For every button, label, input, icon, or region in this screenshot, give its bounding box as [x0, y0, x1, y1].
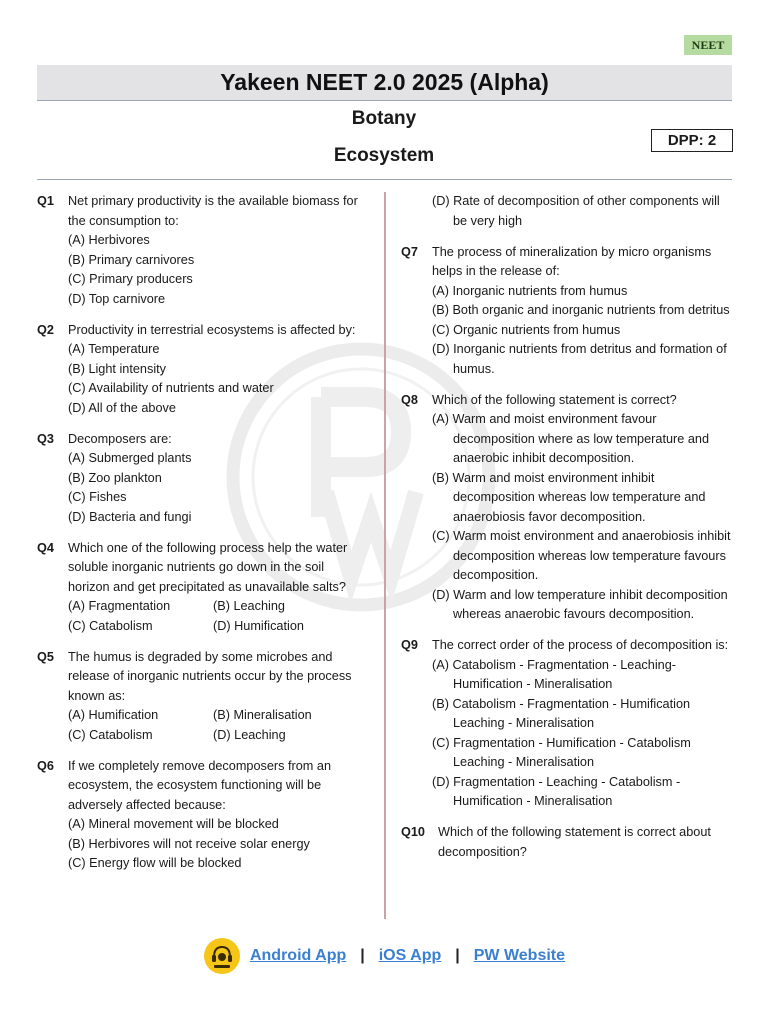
- option-d: (D) All of the above: [68, 400, 176, 415]
- question-text: The humus is degraded by some microbes and release of inorganic nutrients occur by the process known as:: [68, 649, 352, 703]
- exam-tag: NEET: [684, 35, 732, 55]
- option-d: (D) Warm and low temperature inhibit decomposition whereas anaerobic favours decomposition.: [432, 587, 728, 621]
- subject-heading: Botany: [351, 108, 417, 129]
- question-number: Q2: [37, 322, 54, 337]
- option-a: (A) Inorganic nutrients from humus: [432, 283, 628, 298]
- question-text: Which of the following statement is correct?: [432, 392, 677, 407]
- chapter-heading: Ecosystem: [333, 145, 435, 166]
- option-d: (D) Bacteria and fungi: [68, 509, 192, 524]
- question-6: [37, 757, 367, 874]
- dpp-badge: DPP: 2: [651, 129, 733, 152]
- question-number: Q7: [401, 244, 418, 259]
- option-c: (C) Organic nutrients from humus: [432, 322, 621, 337]
- question-number: Q9: [401, 638, 418, 652]
- question-4: [37, 539, 367, 637]
- header-divider: [37, 179, 732, 180]
- option-d: (D) Inorganic nutrients from detritus and formation of humus.: [432, 342, 727, 376]
- option-a: (A) Warm and moist environment favour decomposition where as low temperature and anaerobic inhibit decomposition.: [432, 412, 710, 465]
- option-row: [68, 726, 367, 746]
- footer-separator: |: [455, 947, 460, 964]
- left-column: [37, 192, 367, 885]
- option-b: (B) Mineralisation: [213, 708, 312, 722]
- question-number: Q10: [401, 825, 425, 839]
- option-d: (D) Rate of decomposition of other components will be very high: [432, 194, 720, 228]
- question-10: [401, 823, 736, 862]
- option-row: [68, 706, 367, 726]
- option-b: (B) Herbivores will not receive solar energy: [68, 836, 310, 851]
- option-d: (D) Humification: [213, 618, 304, 633]
- right-column: [401, 192, 736, 874]
- question-text: Which of the following statement is correct about decomposition?: [438, 825, 711, 859]
- pw-website-link[interactable]: PW Website: [473, 947, 566, 964]
- option-a: (A) Humification: [68, 708, 159, 722]
- question-5: [37, 648, 367, 746]
- option-c: (C) Availability of nutrients and water: [68, 381, 274, 395]
- footer-links: [0, 940, 768, 972]
- question-text: Which one of the following process help the water soluble inorganic nutrients go down in the soil horizon and get precipitated as unavailable salts?: [68, 540, 348, 594]
- question-text: Net primary productivity is the available biomass for the consumption to:: [68, 194, 358, 228]
- question-number: Q6: [37, 758, 54, 773]
- option-c: (C) Primary producers: [68, 272, 193, 286]
- question-1: [37, 192, 367, 309]
- option-b: (B) Zoo plankton: [68, 470, 162, 485]
- question-2: [37, 321, 367, 419]
- question-6-continued: [401, 192, 736, 231]
- ios-app-link[interactable]: iOS App: [378, 947, 442, 964]
- page-title: Yakeen NEET 2.0 2025 (Alpha): [37, 65, 732, 101]
- question-text: If we completely remove decomposers from an ecosystem, the ecosystem functioning will be adversely affected because:: [68, 758, 332, 812]
- option-c: (C) Fishes: [68, 490, 127, 504]
- option-a: (A) Catabolism - Fragmentation - Leaching- Humification - Mineralisation: [432, 657, 676, 691]
- android-app-link[interactable]: Android App: [249, 947, 347, 964]
- option-a: (A) Submerged plants: [68, 451, 192, 465]
- question-8: [401, 391, 736, 625]
- option-b: (B) Leaching: [213, 599, 285, 613]
- column-divider: [384, 192, 386, 919]
- option-d: (D) Leaching: [213, 727, 286, 742]
- option-c: (C) Fragmentation - Humification - Catabolism Leaching - Mineralisation: [432, 735, 691, 769]
- option-b: (B) Light intensity: [68, 361, 167, 376]
- question-9: [401, 636, 736, 812]
- option-c: (C) Catabolism: [68, 727, 153, 742]
- question-text: The correct order of the process of decomposition is:: [432, 638, 729, 652]
- option-c: (C) Warm moist environment and anaerobiosis inhibit decomposition whereas low temperature favours decomposition.: [432, 529, 731, 582]
- option-d: (D) Top carnivore: [68, 291, 166, 306]
- question-text: The process of mineralization by micro organisms helps in the release of:: [432, 244, 712, 278]
- option-b: (B) Primary carnivores: [68, 252, 195, 267]
- option-a: (A) Mineral movement will be blocked: [68, 817, 279, 831]
- option-a: (A) Fragmentation: [68, 599, 171, 613]
- question-text: Productivity in terrestrial ecosystems is affected by:: [68, 322, 356, 337]
- option-c: (C) Catabolism: [68, 618, 153, 633]
- question-number: Q1: [37, 194, 54, 208]
- question-3: [37, 430, 367, 528]
- question-number: Q4: [37, 540, 54, 555]
- question-7: [401, 243, 736, 380]
- option-b: (B) Warm and moist environment inhibit decomposition whereas low temperature and anaerobiosis favor decomposition.: [432, 470, 706, 524]
- option-b: (B) Both organic and inorganic nutrients from detritus: [432, 303, 730, 317]
- option-row: [68, 597, 367, 617]
- question-number: Q5: [37, 649, 54, 664]
- footer-separator: |: [360, 947, 365, 964]
- question-text: Decomposers are:: [68, 431, 172, 446]
- option-b: (B) Catabolism - Fragmentation - Humification Leaching - Mineralisation: [432, 696, 691, 730]
- option-a: (A) Temperature: [68, 342, 160, 356]
- question-number: Q8: [401, 392, 418, 407]
- option-a: (A) Herbivores: [68, 233, 150, 247]
- option-d: (D) Fragmentation - Leaching - Catabolism - Humification - Mineralisation: [432, 774, 681, 808]
- option-c: (C) Energy flow will be blocked: [68, 856, 242, 870]
- customer-service-icon[interactable]: [203, 937, 241, 975]
- option-row: [68, 617, 367, 637]
- question-number: Q3: [37, 431, 54, 446]
